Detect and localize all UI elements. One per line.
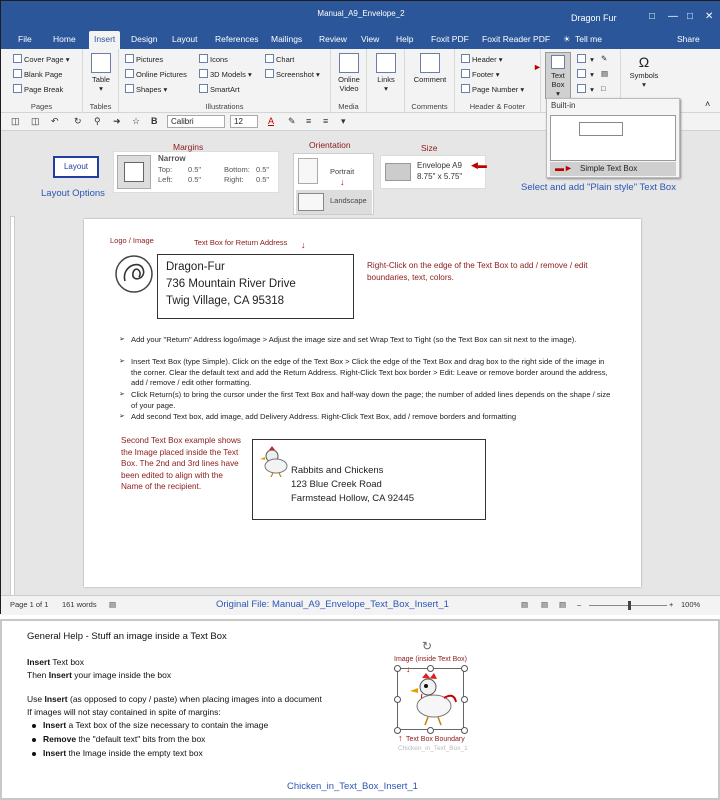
resize-handle[interactable] [461, 665, 468, 672]
online-video-button[interactable]: Online Video [334, 53, 364, 93]
date-time-icon[interactable]: ▤ [601, 69, 609, 78]
tab-foxit-reader-pdf[interactable]: Foxit Reader PDF [482, 34, 551, 44]
object-icon[interactable]: □ [601, 84, 606, 93]
read-mode-icon[interactable]: ▤ [521, 600, 529, 609]
orientation-title: Orientation [309, 140, 351, 150]
video-icon [339, 53, 359, 73]
highlight-icon[interactable]: ✎ [288, 116, 296, 126]
thumbnail-box [579, 122, 623, 136]
cover-page-button[interactable]: Cover Page ▾ [13, 54, 69, 64]
header-icon [461, 54, 470, 63]
margin-bottom-value: 0.5" [256, 165, 270, 174]
text-box-gallery [546, 98, 680, 178]
return-name: Dragon-Fur [166, 261, 225, 273]
numbering-icon[interactable]: ≡ [323, 116, 329, 126]
help-bullet-1: Insert a Text box of the size necessary to contain the image [43, 720, 269, 730]
document-page [84, 219, 641, 587]
right-click-note: Right-Click on the edge of the Text Box to add / remove / edit boundaries, text, colors. [367, 261, 588, 282]
zoom-in-icon[interactable]: + [669, 600, 674, 609]
envelope-icon [385, 163, 411, 181]
restore-icon[interactable]: □ [649, 11, 656, 22]
page-number-button[interactable]: Page Number ▾ [461, 84, 524, 94]
landscape-icon [298, 193, 324, 211]
status-bar [1, 595, 720, 615]
screenshot-icon [265, 69, 274, 78]
quick-parts-button[interactable]: ▾ [577, 54, 594, 64]
qat-customize-icon[interactable]: ▾ [341, 116, 346, 126]
drop-cap-button[interactable]: ▾ [577, 84, 594, 94]
title-bar [1, 1, 720, 29]
group-label: Tables [89, 102, 112, 111]
margin-top-label: Top: [158, 165, 173, 174]
dragon-logo [113, 253, 155, 295]
zoom-out-icon[interactable]: – [577, 600, 582, 609]
tab-insert[interactable]: Insert [89, 31, 120, 49]
close-icon[interactable]: ✕ [705, 11, 714, 22]
page-number-icon [461, 84, 470, 93]
chicken-image [404, 672, 460, 728]
resize-handle[interactable] [427, 727, 434, 734]
bold-button[interactable]: B [151, 116, 158, 126]
return-address-text-box[interactable] [157, 254, 354, 319]
resize-handle[interactable] [461, 696, 468, 703]
tell-me-search[interactable]: Tell me [575, 34, 602, 44]
original-file-label: Original File: Manual_A9_Envelope_Text_Box_Insert_1 [216, 599, 449, 610]
return-street: 736 Mountain River Drive [166, 278, 296, 290]
drop-cap-icon [577, 84, 586, 93]
resize-handle[interactable] [394, 665, 401, 672]
text-box-boundary[interactable] [397, 668, 464, 730]
margins-panel[interactable] [113, 151, 279, 193]
group-links [367, 49, 405, 113]
page-break-icon [13, 84, 22, 93]
help-bullet-3: Insert the Image inside the empty text box [43, 748, 203, 758]
arrow-right-icon[interactable]: ➜ [113, 116, 121, 126]
comment-button[interactable]: Comment [409, 53, 451, 84]
tab-mailings[interactable]: Mailings [271, 34, 303, 44]
user-name[interactable]: Dragon Fur [571, 13, 617, 23]
maximize-icon[interactable]: □ [687, 11, 694, 22]
orientation-panel [293, 153, 374, 215]
landscape-option: Landscape [330, 196, 367, 205]
proofing-icon[interactable]: ▤ [109, 600, 117, 609]
tab-design[interactable]: Design [131, 34, 158, 44]
shapes-icon [125, 84, 134, 93]
tab-file[interactable]: File [18, 34, 32, 44]
logo-label: Logo / Image [110, 236, 154, 245]
tab-foxit-pdf[interactable]: Foxit PDF [431, 34, 469, 44]
select-text-box-note: Select and add "Plain style" Text Box [521, 182, 676, 193]
simple-text-box-thumbnail[interactable] [550, 115, 676, 161]
shapes-button[interactable]: Shapes ▾ [125, 84, 167, 94]
margin-left-label: Left: [158, 175, 173, 184]
size-panel[interactable] [380, 155, 486, 189]
gallery-header: Built-in [551, 101, 576, 110]
blank-page-icon [13, 69, 22, 78]
general-help-panel [0, 619, 720, 800]
pictures-button[interactable]: Pictures [125, 54, 163, 64]
3d-models-icon [199, 69, 208, 78]
comment-icon [420, 53, 440, 73]
help-footer-filename: Chicken_in_Text_Box_Insert_1 [287, 781, 418, 792]
boundary-label: Text Box Boundary [406, 736, 465, 743]
help-line-4: If images will not stay contained in spite of margins: [27, 707, 221, 717]
find-icon[interactable]: ⚲ [94, 116, 101, 126]
margin-preset-name: Narrow [158, 154, 186, 163]
ribbon-tabs [1, 29, 720, 49]
group-label: Pages [30, 102, 53, 111]
omega-icon: Ω [638, 54, 650, 70]
help-bullet-2: Remove the "default text" bits from the box [43, 734, 206, 744]
group-label: Comments [411, 102, 448, 111]
size-arrow: ◀▬ [471, 160, 487, 170]
tab-home[interactable]: Home [53, 34, 76, 44]
symbols-button[interactable]: Ω Symbols ▾ [625, 53, 663, 89]
icons-button[interactable]: Icons [199, 54, 228, 64]
help-line-3: Use Insert (as opposed to copy / paste) when placing images into a document [27, 694, 322, 704]
return-city: Twig Village, CA 95318 [166, 295, 285, 307]
font-name-select[interactable]: Calibri [167, 115, 225, 128]
second-box-note: Second Text Box example shows the Image placed inside the Text Box. The 2nd and 3rd lines have been edited to align with the Name of the recipient. [121, 436, 241, 491]
bullet-dot [32, 738, 36, 742]
screenshot-button[interactable]: Screenshot ▾ [265, 69, 320, 79]
return-label: Text Box for Return Address [194, 238, 288, 247]
web-layout-icon[interactable]: ▤ [559, 600, 567, 609]
return-address [166, 259, 296, 310]
group-label: Media [338, 102, 359, 111]
size-name: Envelope A9 [417, 161, 462, 170]
bullet-dot [32, 752, 36, 756]
resize-handle[interactable] [461, 727, 468, 734]
bullets-icon[interactable]: ≡ [306, 116, 312, 126]
margins-title: Margins [173, 142, 204, 152]
image-inside-label: Image (inside Text Box) [394, 656, 468, 663]
boundary-arrow: ↑ [398, 733, 403, 743]
group-pages [1, 49, 83, 113]
tab-references[interactable]: References [215, 34, 259, 44]
group-header-footer [455, 49, 541, 113]
zoom-level[interactable]: 100% [681, 600, 701, 609]
delivery-name: Rabbits and Chickens [291, 465, 384, 476]
text-box-arrow: ► [533, 62, 542, 72]
rotate-handle-icon[interactable]: ↻ [422, 639, 433, 653]
landscape-option-bg[interactable] [296, 190, 372, 214]
margin-left-value: 0.5" [188, 175, 202, 184]
vertical-ruler [10, 216, 15, 606]
undo-icon[interactable]: ↶ [51, 116, 59, 126]
font-size-select[interactable]: 12 [230, 115, 258, 128]
page-break-button[interactable]: Page Break [13, 84, 63, 94]
margin-top-value: 0.5" [188, 165, 202, 174]
margin-right-value: 0.5" [256, 175, 270, 184]
word-count[interactable]: 161 words [62, 600, 97, 609]
delivery-street: 123 Blue Creek Road [291, 479, 382, 490]
size-title: Size [421, 143, 438, 153]
group-label: Illustrations [205, 102, 244, 111]
chicken-image [259, 444, 295, 478]
footer-button[interactable]: Footer ▾ [461, 69, 500, 79]
layout-button[interactable]: Layout [53, 156, 99, 178]
share-button[interactable]: Share [677, 34, 700, 44]
save-icon[interactable]: ◫ [11, 116, 20, 126]
faint-filename: Chicken_in_Text_Box_1 [398, 745, 468, 752]
tab-help[interactable]: Help [396, 34, 414, 44]
minimize-icon[interactable]: — [668, 11, 678, 22]
header-button[interactable]: Header ▾ [461, 54, 502, 64]
cover-page-icon [13, 54, 22, 63]
group-illustrations [119, 49, 331, 113]
footer-icon [461, 69, 470, 78]
links-button[interactable]: Links ▾ [373, 53, 399, 93]
save-as-icon[interactable]: ◫ [31, 116, 40, 126]
text-box-button[interactable]: Text Box ▾ [545, 52, 571, 99]
table-button[interactable]: Table ▾ [89, 53, 113, 93]
online-pictures-icon [125, 69, 134, 78]
portrait-option[interactable]: Portrait [330, 167, 355, 176]
3d-models-button[interactable]: 3D Models ▾ [199, 69, 252, 79]
help-line-1: Insert Text box [27, 657, 85, 667]
link-icon [376, 53, 396, 73]
smartart-icon [199, 84, 208, 93]
document-canvas [1, 131, 720, 595]
tab-view[interactable]: View [361, 34, 380, 44]
down-arrow: ↓ [340, 177, 345, 187]
bullet-4: ➢ Add second Text box, add image, add Delivery Address. Right-Click Text Box, add / remove borders and formatting [131, 412, 611, 423]
return-arrow: ↓ [301, 240, 306, 250]
help-line-2: Then Insert your image inside the box [27, 670, 172, 680]
wordart-button[interactable]: ▾ [577, 69, 594, 79]
resize-handle[interactable] [394, 696, 401, 703]
bullet-dot [32, 724, 36, 728]
margin-bottom-label: Bottom: [224, 165, 250, 174]
redo-icon[interactable]: ↻ [74, 116, 82, 126]
chart-button[interactable]: Chart [265, 54, 294, 64]
page-count[interactable]: Page 1 of 1 [10, 600, 49, 609]
table-icon [91, 53, 111, 73]
resize-handle[interactable] [427, 665, 434, 672]
group-label: Header & Footer [469, 102, 526, 111]
layout-options-label: Layout Options [41, 188, 105, 199]
quick-parts-icon [577, 54, 586, 63]
group-comments [405, 49, 455, 113]
icons-icon [199, 54, 208, 63]
help-title: General Help - Stuff an image inside a Text Box [27, 631, 227, 642]
bullet-3: ➢ Click Return(s) to bring the cursor under the first Text Box and half-way down the page; the number of added lines depends on the shape / size of your page. [131, 390, 611, 411]
chart-icon [265, 54, 274, 63]
select-arrow: ▬► [555, 163, 573, 173]
simple-text-box-label: Simple Text Box [580, 164, 638, 173]
online-pictures-button[interactable]: Online Pictures [125, 69, 187, 79]
delivery-address [291, 464, 414, 506]
star-icon[interactable]: ☆ [132, 116, 141, 126]
zoom-slider-thumb[interactable] [628, 601, 631, 610]
collapse-ribbon-icon[interactable]: ˄ [705, 99, 711, 109]
bullet-1: ➢ Add your "Return" Address logo/image > Adjust the image size and set Wrap Text to Tight (so the Text Box can sit next to the image). [131, 335, 611, 346]
margins-icon [117, 155, 151, 189]
size-dimensions: 8.75" x 5.75" [417, 172, 463, 181]
signature-line-icon[interactable]: ✎ [601, 54, 608, 63]
print-layout-icon[interactable]: ▤ [541, 600, 549, 609]
wordart-icon [577, 69, 586, 78]
bullet-2: ➢ Insert Text Box (type Simple). Click on the edge of the Text Box > Click the edge of the Text Box and drag box to the right side of the image in the corner. Clear the default text and add the Return Address. Right-Click Text box border > Edit: Leave or remove border around the address, add / remove / edit other formatting. [131, 357, 611, 389]
tab-layout[interactable]: Layout [172, 34, 198, 44]
delivery-city: Farmstead Hollow, CA 92445 [291, 493, 415, 504]
text-box-icon [551, 55, 565, 69]
blank-page-button[interactable]: Blank Page [13, 69, 62, 79]
window-title: Manual_A9_Envelope_2 [317, 9, 405, 18]
margin-right-label: Right: [224, 175, 244, 184]
font-color-icon[interactable]: A [268, 116, 275, 126]
smartart-button[interactable]: SmartArt [199, 84, 240, 94]
group-tables [83, 49, 119, 113]
image-arrow: ↓ [406, 664, 411, 674]
group-media [331, 49, 367, 113]
pictures-icon [125, 54, 134, 63]
tab-review[interactable]: Review [319, 34, 347, 44]
delivery-address-text-box[interactable] [252, 439, 486, 520]
portrait-icon [298, 158, 318, 184]
simple-text-box-item[interactable] [550, 162, 676, 176]
lightbulb-icon: ☀ [563, 34, 571, 44]
